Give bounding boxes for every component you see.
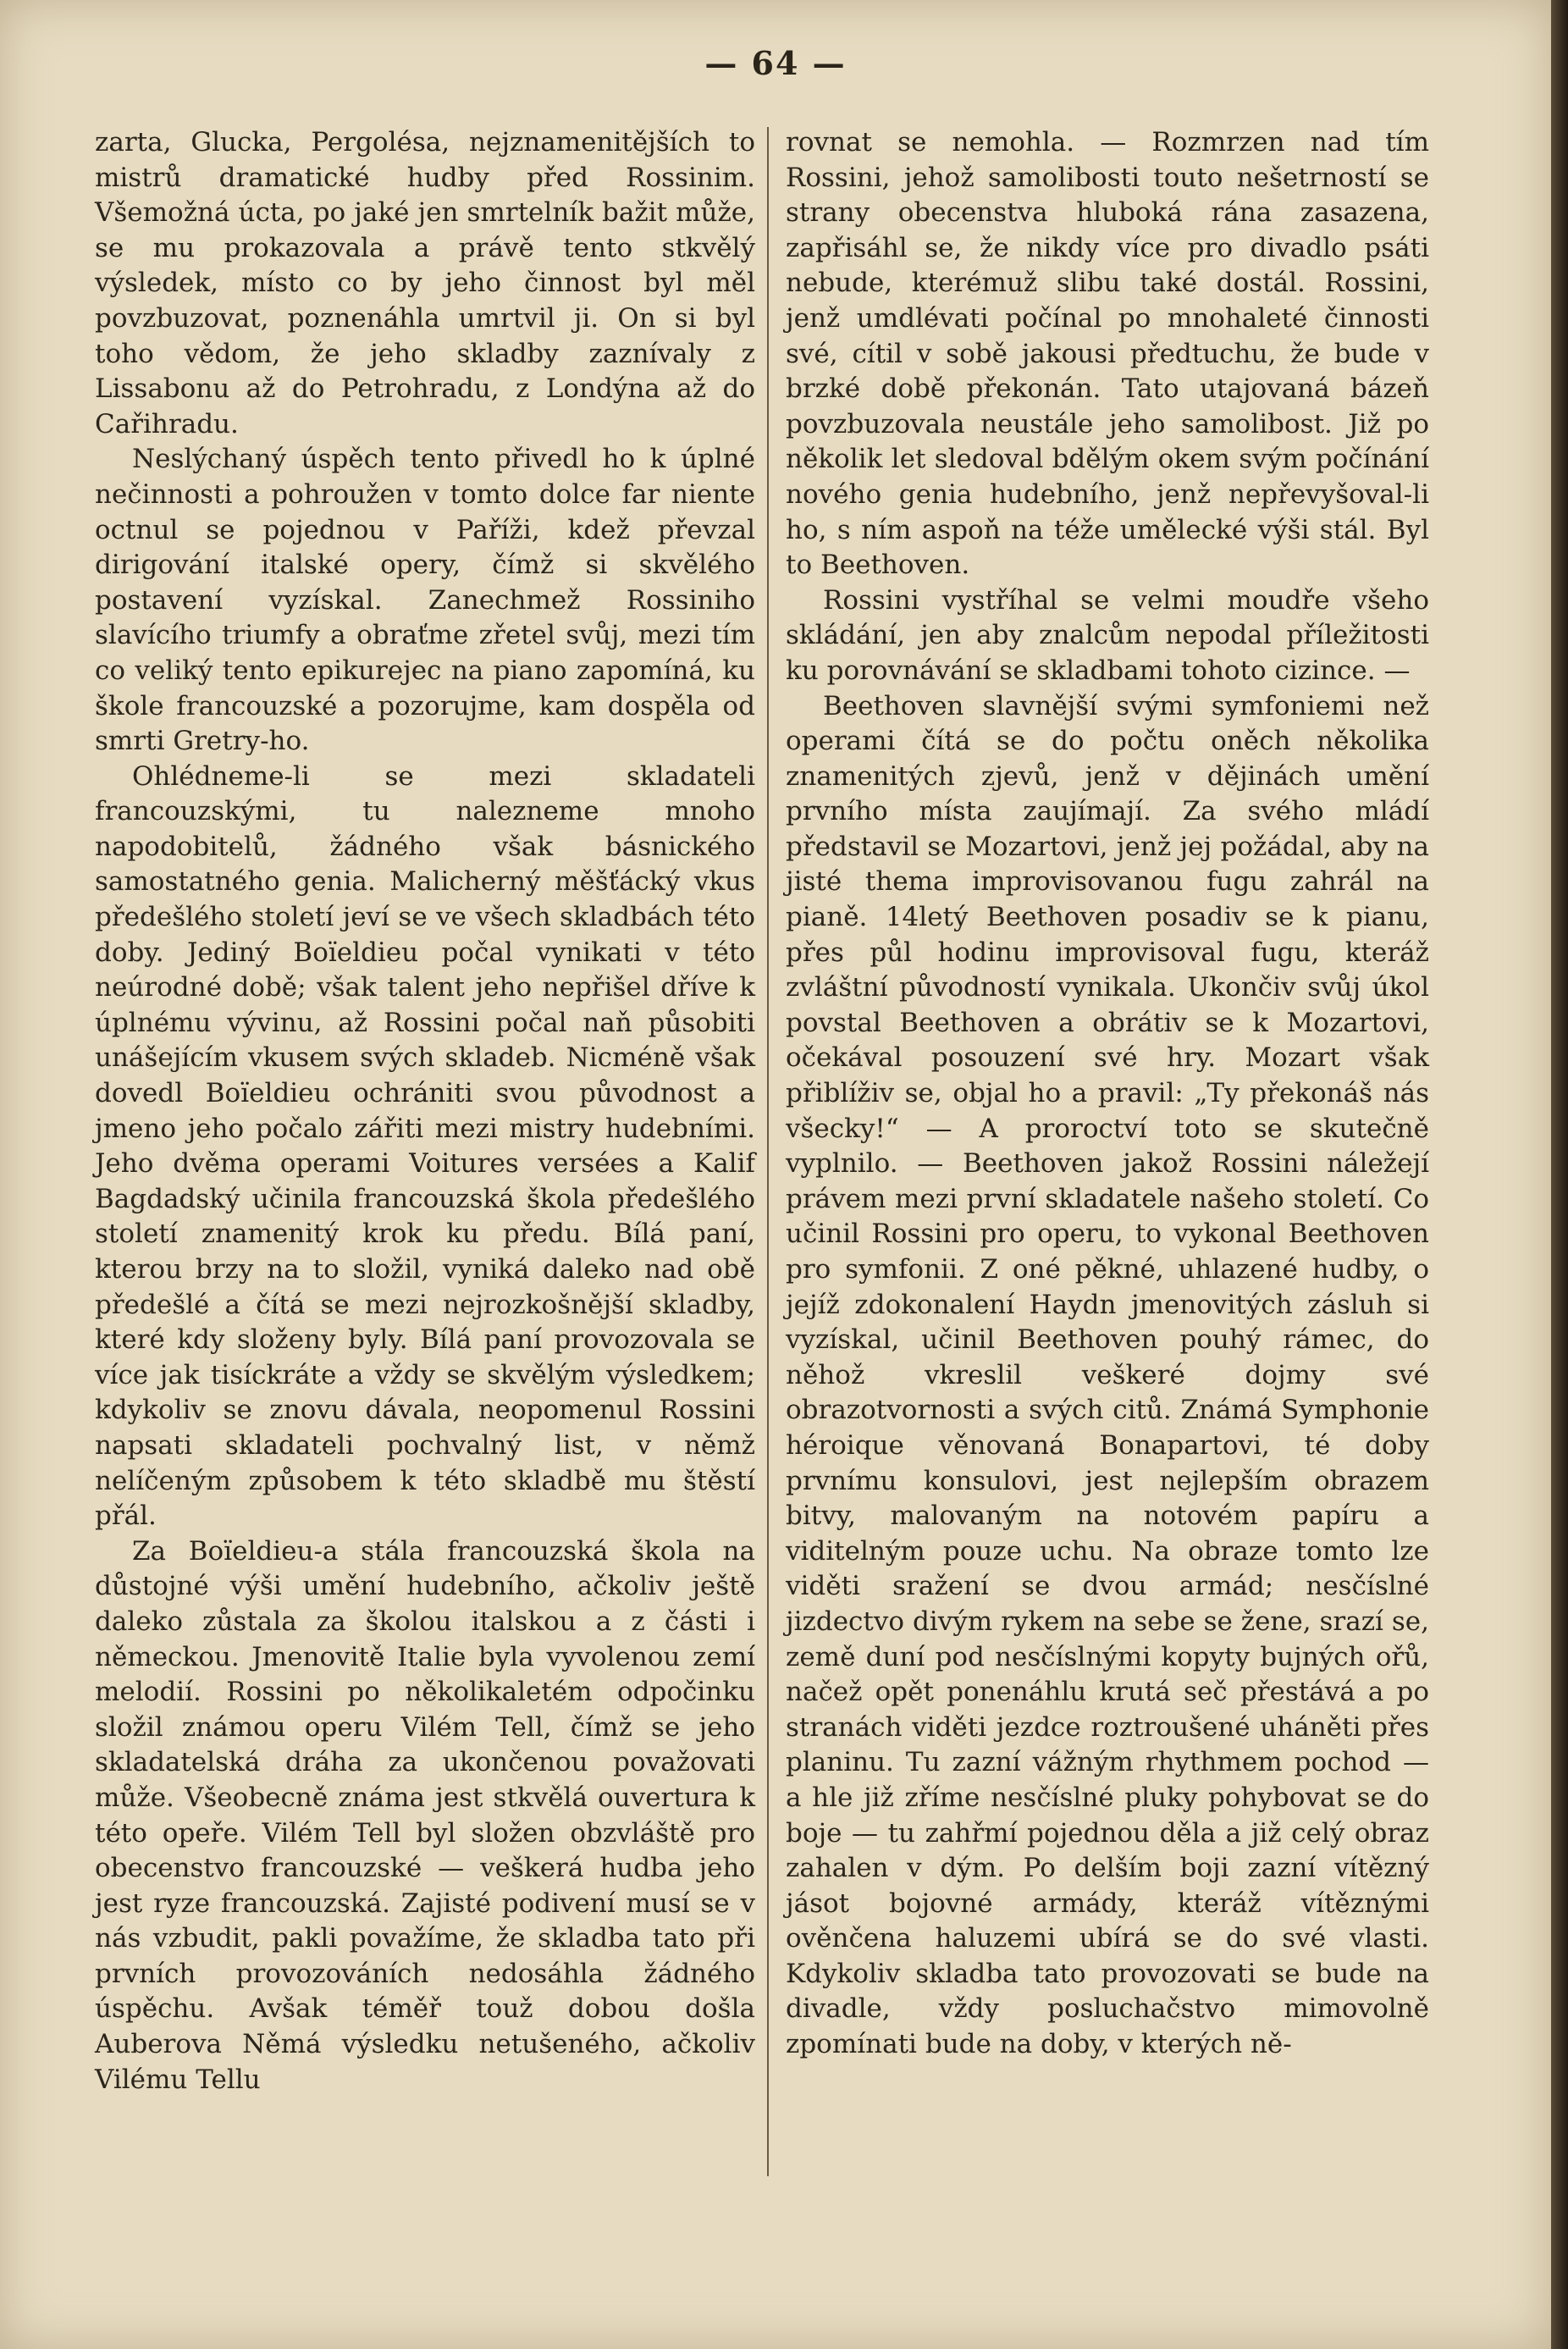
paragraph: Neslýchaný úspěch tento přivedl ho k úplné nečinnosti a pohroužen v tomto dolce far niente octnul se pojednou v Paříži, kdež převzal dirigování italské opery, čímž si skvělého postavení vyzískal. Zanechmež Rossiniho slavícího triumfy a obraťme zřetel svůj, mezi tím co veliký tento epikurejec na piano zapomíná, ku škole francouzské a pozorujme, kam dospěla od smrti Gretry-ho. <box>95 444 755 757</box>
page-number: — 64 — <box>704 44 847 82</box>
paragraph: Za Boïeldieu-a stála francouzská škola na důstojné výši umění hudebního, ačkoliv ještě daleko zůstala za školou italskou a z části i německou. Jmenovitě Italie byla vyvolenou zemí melodií. Rossini po několikaletém odpočinku složil známou operu Vilém Tell, čímž se jeho skladatelská dráha za ukončenou považovati může. Všeobecně známa jest stkvělá ouvertura k této opeře. Vilém Tell byl složen obzvláště pro obecenstvo francouzské — veškerá hudba jeho jest ryze francouzská. Zajisté podivení musí se v nás vzbudit, pakli považíme, že skladba tato při prvních provozováních nedosáhla žádného úspěchu. Avšak téměř touž dobou došla Auberova Němá výsledku netušeného, ačkoliv Vilému Tellu <box>95 1535 755 2095</box>
paragraph: Rossini vystříhal se velmi moudře všeho skládání, jen aby znalcům nepodal příležitosti ku porovnávání se skladbami tohoto cizince. — <box>786 584 1429 686</box>
paragraph: Beethoven slavnější svými symfoniemi než operami čítá se do počtu oněch několika znamenitých zjevů, jenž v dějinách umění prvního místa zaujímají. Za svého mládí představil se Mozartovi, jenž jej požádal, aby na jisté thema improvisovanou fugu zahrál na pianě. 14letý Beethoven posadiv se k pianu, přes půl hodinu improvisoval fugu, kteráž zvláštní původností vynikala. Ukončiv svůj úkol povstal Beethoven a obrátiv se k Mozartovi, očekával posouzení své hry. Mozart však přiblíživ se, objal ho a pravil: „Ty překonáš nás všecky!“ — A proroctví toto se skutečně vyplnilo. — Beethoven jakož Rossini náležejí právem mezi první skladatele našeho století. Co učinil Rossini pro operu, to vykonal Beethoven pro symfonii. Z oné pěkné, uhlazené hudby, o jejíž zdokonalení Haydn jmenovitých zásluh si vyzískal, učinil Beethoven pouhý rámec, do něhož vkreslil veškeré dojmy své obrazotvornosti a svých citů. Známá Symphonie héroique věnovaná Bonapartovi, té doby prvnímu konsulovi, jest nejlepším obrazem bitvy, malovaným na notovém papíru a viditelným pouze uchu. Na obraze tomto lze viděti sražení se dvou armád; nesčíslné jizdectvo divým rykem na sebe se žene, srazí se, země duní pod nesčíslnými kopyty bujných ořů, načež opět ponenáhlu krutá seč přestává a po stranách viděti jezdce roztroušené uháněti přes planinu. Tu zazní vážným rhythmem pochod — a hle již zříme nesčíslné pluky pohybovat se do boje — tu zahřmí pojednou děla a již celý obraz zahalen v dým. Po delším boji zazní vítězný jásot bojovné armády, kteráž vítěznými ověnčena haluzemi ubírá se do své vlasti. Kdykoliv skladba tato provozovati se bude na divadle, vždy posluchačstvo mimovolně zpomínati bude na doby, v kterých ně- <box>786 690 1429 2060</box>
paragraph: zarta, Glucka, Pergolésa, nejznamenitějších to mistrů dramatické hudby před Rossinim. Všemožná úcta, po jaké jen smrtelník bažit může, se mu prokazovala a právě tento stkvělý výsledek, místo co by jeho činnost byl měl povzbuzovat, poznenáhla umrtvil ji. On si byl toho vědom, že jeho skladby zaznívaly z Lissabonu až do Petrohradu, z Londýna až do Cařihradu. <box>95 127 755 439</box>
left-column <box>95 125 755 2098</box>
page-edge-shadow <box>1551 0 1568 2349</box>
column-divider <box>767 127 769 2176</box>
paragraph: Ohlédneme-li se mezi skladateli francouzskými, tu nalezneme mnoho napodobitelů, žádného však básnického samostatného genia. Malicherný měšťácký vkus předešlého století jeví se ve všech skladbách této doby. Jediný Boïeldieu počal vynikati v této neúrodné době; však talent jeho nepřišel dříve k úplnému vývinu, až Rossini počal naň působiti unášejícím vkusem svých skladeb. Nicméně však dovedl Boïeldieu ochrániti svou původnost a jmeno jeho počalo zářiti mezi mistry hudebními. Jeho dvěma operami Voitures versées a Kalif Bagdadský učinila francouzská škola předešlého století znamenitý krok ku předu. Bílá paní, kterou brzy na to složil, vyniká daleko nad obě předešlé a čítá se mezi nejrozkošnější skladby, které kdy složeny byly. Bílá paní provozovala se více jak tisíckráte a vždy se skvělým výsledkem; kdykoliv se znovu dávala, neopomenul Rossini napsati skladateli pochvalný list, v němž nelíčeným způsobem k této skladbě mu štěstí přál. <box>95 760 755 1532</box>
paragraph: rovnat se nemohla. — Rozmrzen nad tím Rossini, jehož samolibosti touto nešetrností se strany obecenstva hluboká rána zasazena, zapřisáhl se, že nikdy více pro divadlo psáti nebude, kterémuž slibu také dostál. Rossini, jenž umdlévati počínal po mnohaleté činnosti své, cítil v sobě jakousi předtuchu, že bude v brzké době překonán. Tato utajovaná bázeň povzbuzovala neustále jeho samolibost. Již po několik let sledoval bdělým okem svým počínání nového genia hudebního, jenž nepřevyšoval-li ho, s ním aspoň na téže umělecké výši stál. Byl to Beethoven. <box>786 127 1429 581</box>
right-column <box>786 125 1429 2063</box>
